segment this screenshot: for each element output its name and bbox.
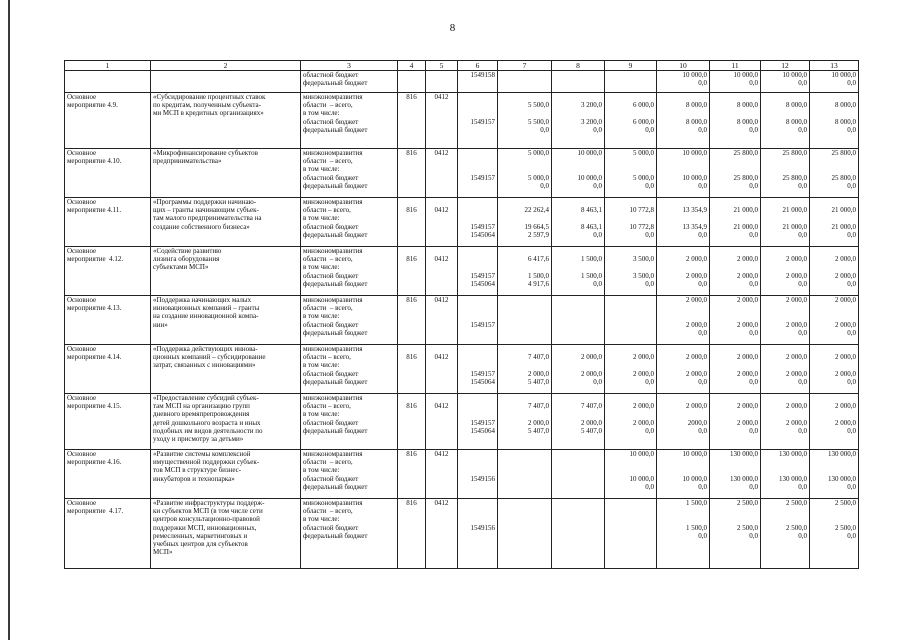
value-cell: 5 000,0 5 000,0 0,0 (498, 149, 552, 198)
value-cell (498, 499, 552, 569)
source-cell: минэкономразвития области – всего, в том числе: областной бюджет федеральный бюджет (301, 296, 398, 345)
value-cell: 2 000,0 2 000,0 0,0 (552, 345, 605, 394)
table-row (65, 296, 859, 345)
grbs-cell: 816 (398, 247, 426, 296)
value-cell: 7 407,0 2 000,0 5 407,0 (552, 394, 605, 450)
grbs-cell: 816 (398, 149, 426, 198)
value-cell: 10 000,0 10 000,0 0,0 (657, 450, 710, 499)
value-cell: 2 000,0 2 000,0 0,0 (657, 345, 710, 394)
table-row (65, 499, 859, 569)
source-cell: минэкономразвития области – всего, в том числе: областной бюджет федеральный бюджет (301, 247, 398, 296)
value-cell: 10 000,0 10 000,0 0,0 (605, 450, 657, 499)
value-cell: 2 000,0 2000,0 0,0 (657, 394, 710, 450)
rzpr-cell (426, 71, 458, 93)
csr-cell: 1549156 (458, 499, 498, 569)
col-header: 11 (710, 61, 761, 71)
value-cell: 21 000,0 21 000,0 0,0 (761, 198, 810, 247)
rzpr-cell: 0412 (426, 149, 458, 198)
value-cell: 25 800,0 25 800,0 0,0 (710, 149, 761, 198)
table-row (65, 394, 859, 450)
rzpr-cell: 0412 (426, 93, 458, 149)
table-body (65, 61, 859, 569)
description-cell: «Субсидирование процентных ставок по кредитам, полученным субъекта- ми МСП в кредитных организациях» (151, 93, 301, 149)
grbs-cell: 816 (398, 296, 426, 345)
table-row (65, 345, 859, 394)
source-cell: минэкономразвития области – всего, в том числе: областной бюджет федеральный бюджет (301, 394, 398, 450)
csr-cell: 1549157 (458, 149, 498, 198)
value-cell: 21 000,0 21 000,0 0,0 (810, 198, 859, 247)
description-cell (151, 71, 301, 93)
value-cell: 13 354,9 13 354,9 0,0 (657, 198, 710, 247)
description-cell: «Микрофинансирование субъектов предпринимательства» (151, 149, 301, 198)
rzpr-cell: 0412 (426, 247, 458, 296)
value-cell (605, 296, 657, 345)
description-cell: «Развитие инфраструктуры поддерж- ки субъектов МСП (в том числе сети центров консультационно-правовой поддержки МСП, инновационных, ремесленных, маркетинговых и учебных центров для субъектов МСП» (151, 499, 301, 569)
source-cell: минэкономразвития области – всего, в том числе: областной бюджет федеральный бюджет (301, 149, 398, 198)
grbs-cell: 816 (398, 198, 426, 247)
grbs-cell: 816 (398, 345, 426, 394)
value-cell: 130 000,0 130 000,0 0,0 (761, 450, 810, 499)
value-cell: 2 000,0 2 000,0 0,0 (810, 247, 859, 296)
csr-cell: 1549156 (458, 450, 498, 499)
source-cell: минэкономразвития области – всего, в том числе: областной бюджет федеральный бюджет (301, 198, 398, 247)
value-cell: 2 000,0 2 000,0 0,0 (810, 394, 859, 450)
table-row (65, 93, 859, 149)
table-row (65, 149, 859, 198)
description-cell: «Поддержка начинающих малых инновационных компаний – гранты на создание инновационной компа- нии» (151, 296, 301, 345)
value-cell: 2 000,0 2 000,0 0,0 (761, 394, 810, 450)
col-header: 7 (498, 61, 552, 71)
value-cell (552, 499, 605, 569)
value-cell (498, 450, 552, 499)
measure-cell: Основное мероприятие 4.9. (65, 93, 151, 149)
value-cell: 2 000,0 2 000,0 0,0 (605, 394, 657, 450)
value-cell: 2 000,0 2 000,0 0,0 (710, 296, 761, 345)
value-cell: 6 417,6 1 500,0 4 917,6 (498, 247, 552, 296)
measure-cell: Основное мероприятие 4.15. (65, 394, 151, 450)
value-cell: 1 500,0 1 500,0 0,0 (657, 499, 710, 569)
value-cell: 10 000,0 0,0 (810, 71, 859, 93)
value-cell: 2 000,0 2 000,0 0,0 (710, 345, 761, 394)
measure-cell: Основное мероприятие 4.14. (65, 345, 151, 394)
value-cell: 2 500,0 2 500,0 0,0 (761, 499, 810, 569)
value-cell: 1 500,0 1 500,0 0,0 (552, 247, 605, 296)
col-header: 4 (398, 61, 426, 71)
value-cell: 8 463,1 8 463,1 0,0 (552, 198, 605, 247)
source-cell: минэкономразвития области – всего, в том числе: областной бюджет федеральный бюджет (301, 93, 398, 149)
table-row (65, 71, 859, 93)
value-cell: 2 000,0 2 000,0 0,0 (761, 296, 810, 345)
page-number: 8 (449, 22, 456, 34)
measure-cell: Основное мероприятие 4.10. (65, 149, 151, 198)
description-cell: «Содействие развитию лизинга оборудования субъектами МСП» (151, 247, 301, 296)
measure-cell (65, 71, 151, 93)
csr-cell: 1549158 (458, 71, 498, 93)
value-cell (605, 71, 657, 93)
value-cell: 2 000,0 2 000,0 0,0 (710, 394, 761, 450)
value-cell: 2 500,0 2 500,0 0,0 (710, 499, 761, 569)
value-cell: 130 000,0 130 000,0 0,0 (710, 450, 761, 499)
csr-cell: 1549157 1545064 (458, 394, 498, 450)
col-header: 8 (552, 61, 605, 71)
csr-cell: 1549157 1545064 (458, 247, 498, 296)
value-cell (552, 450, 605, 499)
col-header: 2 (151, 61, 301, 71)
table-row (65, 247, 859, 296)
rzpr-cell: 0412 (426, 345, 458, 394)
rzpr-cell: 0412 (426, 296, 458, 345)
measure-cell: Основное мероприятие 4.12. (65, 247, 151, 296)
value-cell: 25 800,0 25 800,0 0,0 (761, 149, 810, 198)
value-cell: 25 800,0 25 800,0 0,0 (810, 149, 859, 198)
rzpr-cell: 0412 (426, 499, 458, 569)
measure-cell: Основное мероприятие 4.13. (65, 296, 151, 345)
description-cell: «Программы поддержки начинаю- щих – гранты начинающим субъек- там малого предпринимательства на создание собственного бизнеса» (151, 198, 301, 247)
source-cell: минэкономразвития области – всего, в том числе: областной бюджет федеральный бюджет (301, 450, 398, 499)
value-cell: 10 000,0 0,0 (657, 71, 710, 93)
scan-edge-line (8, 0, 10, 640)
value-cell: 10 000,0 0,0 (761, 71, 810, 93)
grbs-cell: 816 (398, 93, 426, 149)
budget-table (64, 60, 859, 569)
csr-cell: 1549157 (458, 93, 498, 149)
col-header: 6 (458, 61, 498, 71)
value-cell: 2 000,0 2 000,0 0,0 (810, 345, 859, 394)
col-header: 12 (761, 61, 810, 71)
value-cell (552, 71, 605, 93)
rzpr-cell: 0412 (426, 394, 458, 450)
col-header: 10 (657, 61, 710, 71)
value-cell: 130 000,0 130 000,0 0,0 (810, 450, 859, 499)
value-cell: 5 000,0 5 000,0 0,0 (605, 149, 657, 198)
value-cell: 2 000,0 2 000,0 0,0 (761, 345, 810, 394)
measure-cell: Основное мероприятие 4.17. (65, 499, 151, 569)
csr-cell: 1549157 1545064 (458, 345, 498, 394)
measure-cell: Основное мероприятие 4.11. (65, 198, 151, 247)
description-cell: «Поддержка действующих иннова- ционных компаний – субсидирование затрат, связанных с инновациями» (151, 345, 301, 394)
value-cell (552, 296, 605, 345)
header-row (65, 61, 859, 71)
grbs-cell: 816 (398, 394, 426, 450)
description-cell: «Развитие системы комплексной имущественной поддержки субъек- тов МСП в структуре бизнес- инкубаторов и технопарка» (151, 450, 301, 499)
csr-cell: 1549157 (458, 296, 498, 345)
description-cell: «Предоставление субсидий субъек- там МСП на организацию групп дневного времяпрепровождения детей дошкольного возраста и иных подобных им видов деятельности по уходу и присмотру за детьми» (151, 394, 301, 450)
measure-cell: Основное мероприятие 4.16. (65, 450, 151, 499)
value-cell: 2 500,0 2 500,0 0,0 (810, 499, 859, 569)
col-header: 5 (426, 61, 458, 71)
col-header: 1 (65, 61, 151, 71)
value-cell: 7 407,0 2 000,0 5 407,0 (498, 345, 552, 394)
col-header: 9 (605, 61, 657, 71)
grbs-cell: 816 (398, 499, 426, 569)
value-cell: 8 000,0 8 000,0 0,0 (761, 93, 810, 149)
value-cell: 7 407,0 2 000,0 5 407,0 (498, 394, 552, 450)
value-cell: 2 000,0 2 000,0 0,0 (657, 296, 710, 345)
col-header: 13 (810, 61, 859, 71)
value-cell: 10 000,0 0,0 (710, 71, 761, 93)
value-cell: 2 000,0 2 000,0 0,0 (761, 247, 810, 296)
value-cell: 21 000,0 21 000,0 0,0 (710, 198, 761, 247)
rzpr-cell: 0412 (426, 198, 458, 247)
grbs-cell: 816 (398, 450, 426, 499)
value-cell: 8 000,0 8 000,0 0,0 (810, 93, 859, 149)
value-cell (498, 71, 552, 93)
grbs-cell (398, 71, 426, 93)
value-cell: 2 000,0 2 000,0 0,0 (657, 247, 710, 296)
col-header: 3 (301, 61, 398, 71)
table-row (65, 198, 859, 247)
value-cell: 8 000,0 8 000,0 0,0 (657, 93, 710, 149)
table-row (65, 450, 859, 499)
rzpr-cell: 0412 (426, 450, 458, 499)
value-cell: 6 000,0 6 000,0 0,0 (605, 93, 657, 149)
value-cell: 2 000,0 2 000,0 0,0 (710, 247, 761, 296)
value-cell: 5 500,0 5 500,0 0,0 (498, 93, 552, 149)
source-cell: минэкономразвития области – всего, в том числе: областной бюджет федеральный бюджет (301, 345, 398, 394)
value-cell (498, 296, 552, 345)
source-cell: минэкономразвития области – всего, в том числе: областной бюджет федеральный бюджет (301, 499, 398, 569)
value-cell: 3 200,0 3 200,0 0,0 (552, 93, 605, 149)
value-cell (605, 499, 657, 569)
value-cell: 2 000,0 2 000,0 0,0 (605, 345, 657, 394)
value-cell: 10 000,0 10 000,0 0,0 (657, 149, 710, 198)
value-cell: 8 000,0 8 000,0 0,0 (710, 93, 761, 149)
value-cell: 10 000,0 10 000,0 0,0 (552, 149, 605, 198)
source-cell: областной бюджет федеральный бюджет (301, 71, 398, 93)
value-cell: 10 772,8 10 772,8 0,0 (605, 198, 657, 247)
value-cell: 2 000,0 2 000,0 0,0 (810, 296, 859, 345)
csr-cell: 1549157 1545064 (458, 198, 498, 247)
value-cell: 22 262,4 19 664,5 2 597,9 (498, 198, 552, 247)
value-cell: 3 500,0 3 500,0 0,0 (605, 247, 657, 296)
